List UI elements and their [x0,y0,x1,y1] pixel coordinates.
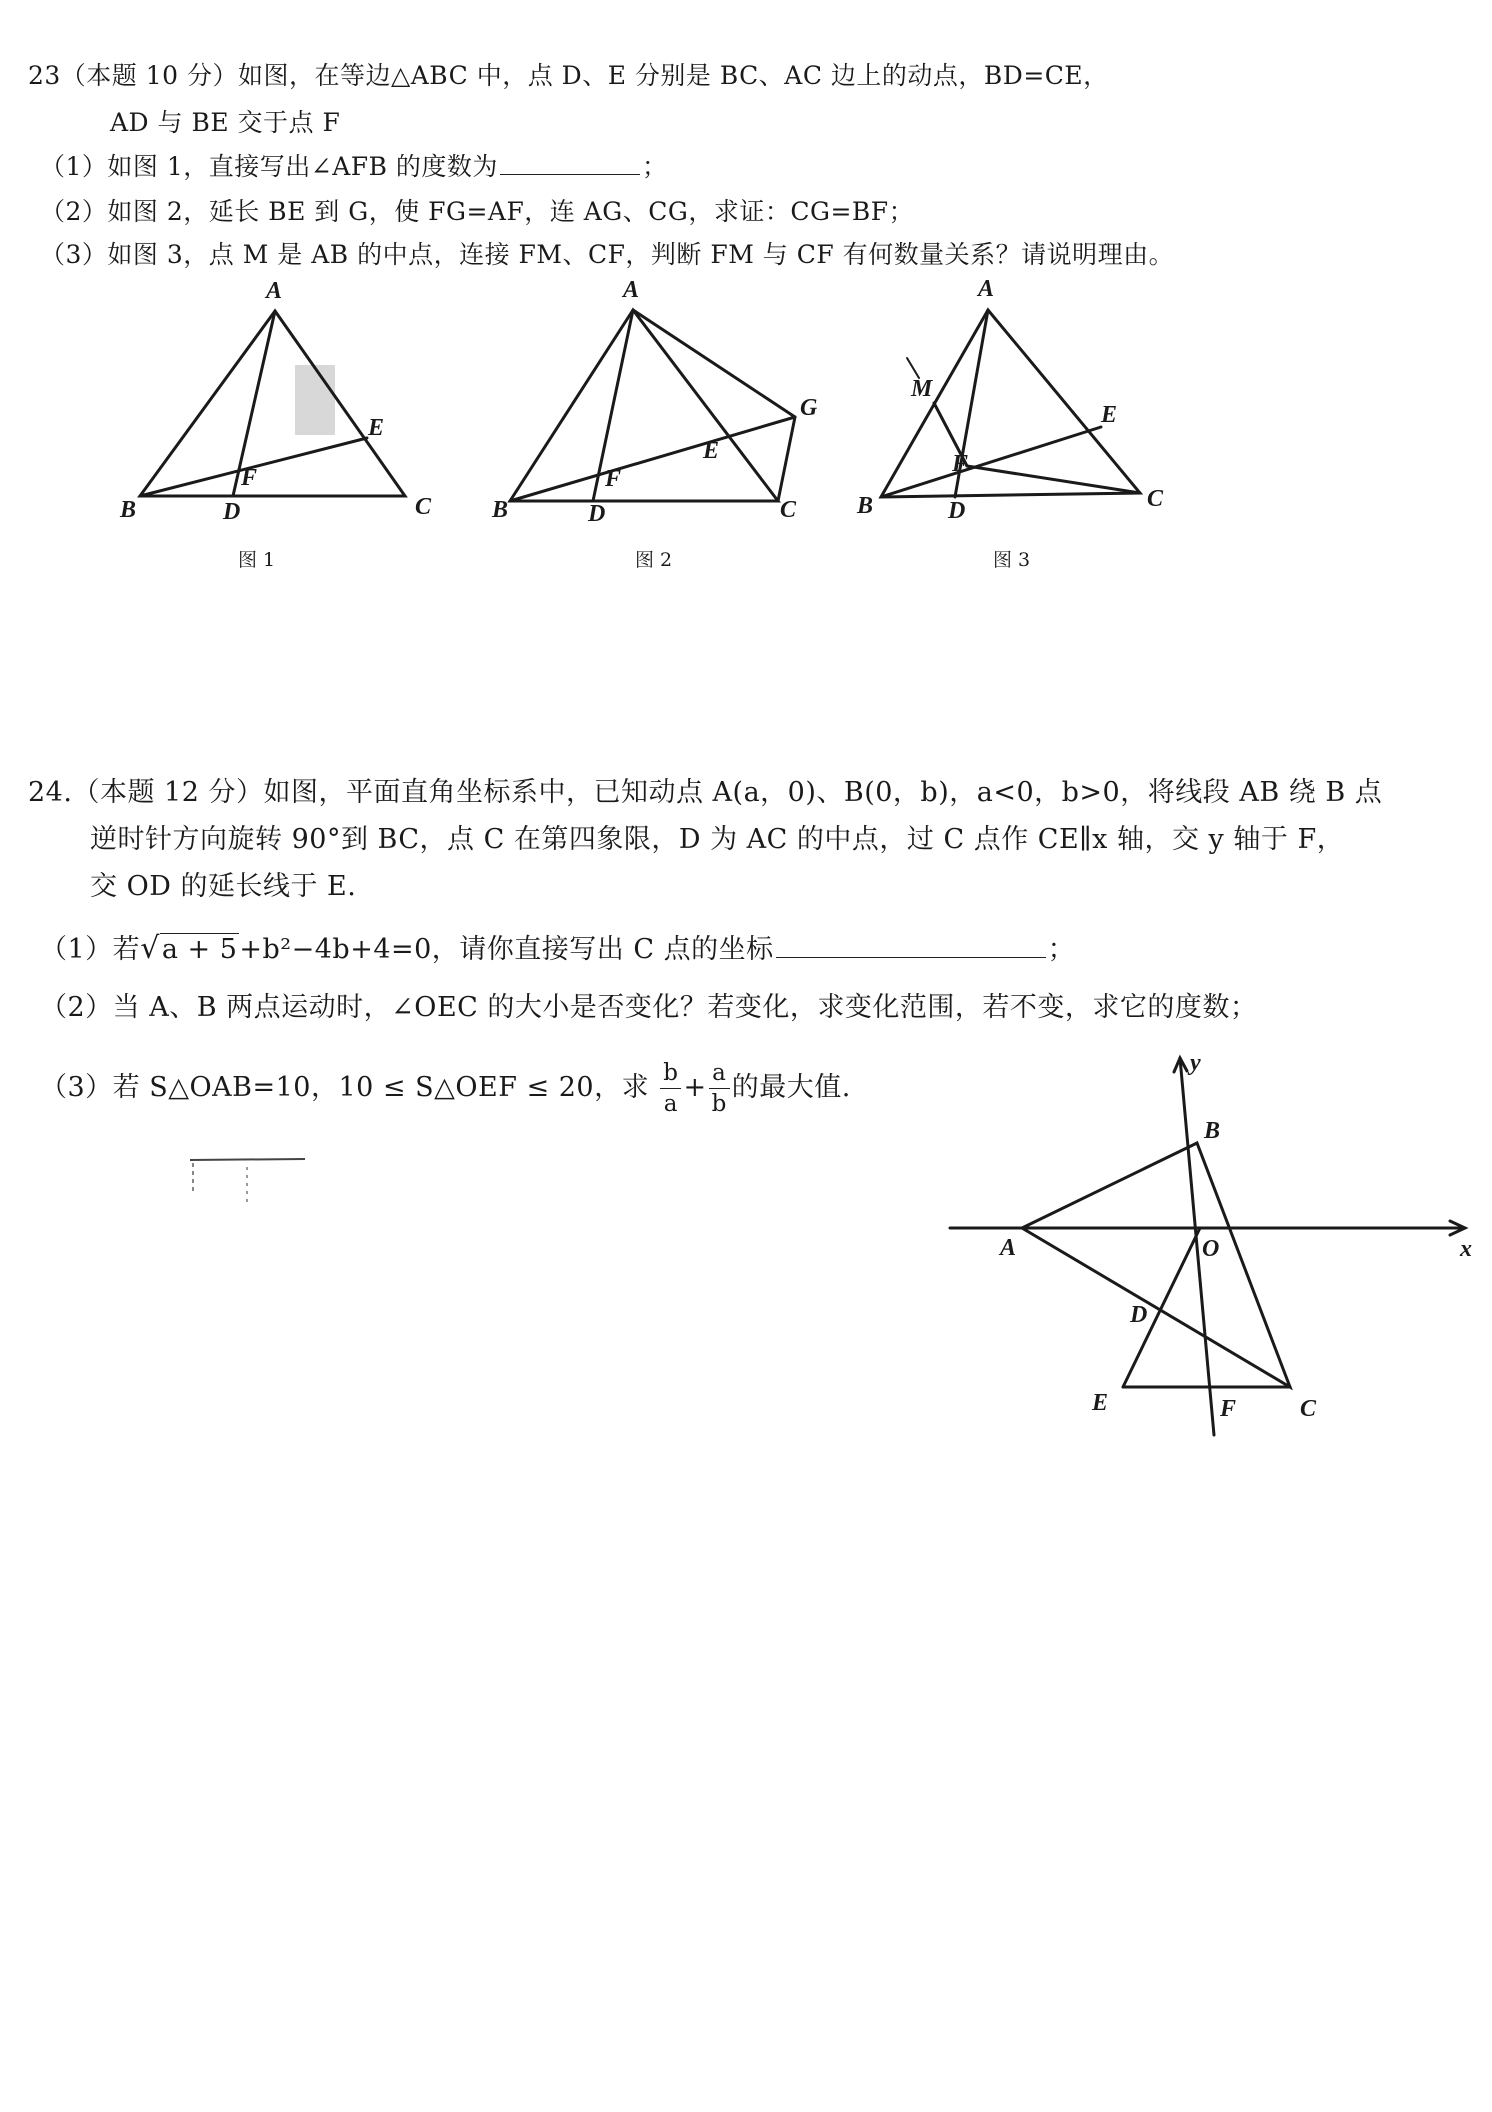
label-b: B [857,493,874,519]
q23-stem-line2: AD 与 BE 交于点 F [110,108,341,137]
caption-figure-1: 图 1 [238,549,276,571]
label-d: D [223,499,241,525]
label-e: E [1101,402,1118,428]
label-a: A [1000,1235,1017,1261]
label-b: B [492,497,509,523]
triangle-abc [510,310,778,501]
q23-part2: （2）如图 2，延长 BE 到 G，使 FG=AF，连 AG、CG，求证：CG=BF； [40,197,915,226]
fraction-numerator: b [660,1058,681,1089]
label-f: F [1220,1396,1237,1422]
figure-3 [845,270,1185,530]
fraction-a-over-b [709,1058,730,1119]
radicand: a + 5 [161,934,238,965]
label-b: B [1204,1118,1221,1144]
q24-part2: （2）当 A、B 两点运动时，∠OEC 的大小是否变化？若变化，求变化范围，若不变，求它的度数； [40,992,1258,1023]
label-e: E [368,415,385,441]
label-c: C [1147,486,1164,512]
fraction-b-over-a [660,1058,681,1119]
label-x: x [1460,1236,1472,1262]
label-g: G [800,395,818,421]
label-a: A [266,278,283,304]
q24-part3-end: 的最大值. [731,1072,851,1103]
q23-part1-end: ； [641,152,668,181]
caption-figure-3: 图 3 [993,549,1031,571]
fraction-denominator: b [711,1091,727,1117]
figure-2 [480,270,840,530]
label-f: F [952,451,969,477]
label-e: E [703,438,720,464]
q24-part3 [40,1058,851,1119]
label-c: C [415,494,432,520]
radical-sign: √ [140,931,160,966]
q24-part1-end: ； [1047,934,1076,965]
segment-cf [967,466,1140,493]
label-d: D [588,501,606,527]
label-a: A [623,277,640,303]
answer-blank [500,173,640,175]
scan-mark [185,1145,315,1245]
q24-stem-line2: 逆时针方向旋转 90°到 BC，点 C 在第四象限，D 为 AC 的中点，过 C 点作 CE∥x 轴，交 y 轴于 F， [90,824,1345,855]
q24-stem-line1: 24.（本题 12 分）如图，平面直角坐标系中，已知动点 A(a，0)、B(0，b)，a<0，b>0，将线段 AB 绕 B 点 [28,777,1383,808]
label-y: y [1190,1050,1201,1076]
q23-part3: （3）如图 3，点 M 是 AB 的中点，连接 FM、CF，判断 FM 与 CF 有何数量关系？请说明理由。 [40,240,1175,269]
label-e: E [1092,1390,1109,1416]
caption-figure-2: 图 2 [635,549,673,571]
plus-sign: + [683,1072,707,1103]
label-d: D [1130,1302,1148,1328]
label-b: B [120,497,137,523]
coordinate-figure [940,1050,1492,1450]
q23-stem-line1: 23（本题 10 分）如图，在等边△ABC 中，点 D、E 分别是 BC、AC 边上的动点，BD=CE， [28,61,1109,90]
label-m: M [911,376,933,402]
fraction-denominator: a [663,1091,678,1117]
q23-part1 [40,147,667,183]
segment-ag [633,310,795,417]
q24-part1-equation: +b²−4b+4=0，请你直接写出 C 点的坐标 [239,934,774,965]
label-d: D [948,498,966,524]
triangle-abc [1022,1143,1290,1387]
stray-mark [907,358,919,378]
label-o: O [1202,1236,1220,1262]
q24-part3-text: （3）若 S△OAB=10，10 ≤ S△OEF ≤ 20，求 [40,1072,650,1103]
q24-stem-line3: 交 OD 的延长线于 E. [90,871,357,902]
answer-blank [776,956,1046,958]
segment-bg [510,417,795,501]
q24-part1 [40,927,1075,966]
label-a: A [978,276,995,302]
label-c: C [1300,1396,1317,1422]
label-f: F [241,465,258,491]
triangle-abc [140,311,405,496]
q23-part1-text: （1）如图 1，直接写出∠AFB 的度数为 [40,152,498,181]
q24-part1-text: （1）若 [40,934,141,965]
label-f: F [605,466,622,492]
label-c: C [780,497,797,523]
fraction-numerator: a [709,1058,730,1089]
segment-cg [778,417,795,501]
figure-1 [110,270,450,530]
